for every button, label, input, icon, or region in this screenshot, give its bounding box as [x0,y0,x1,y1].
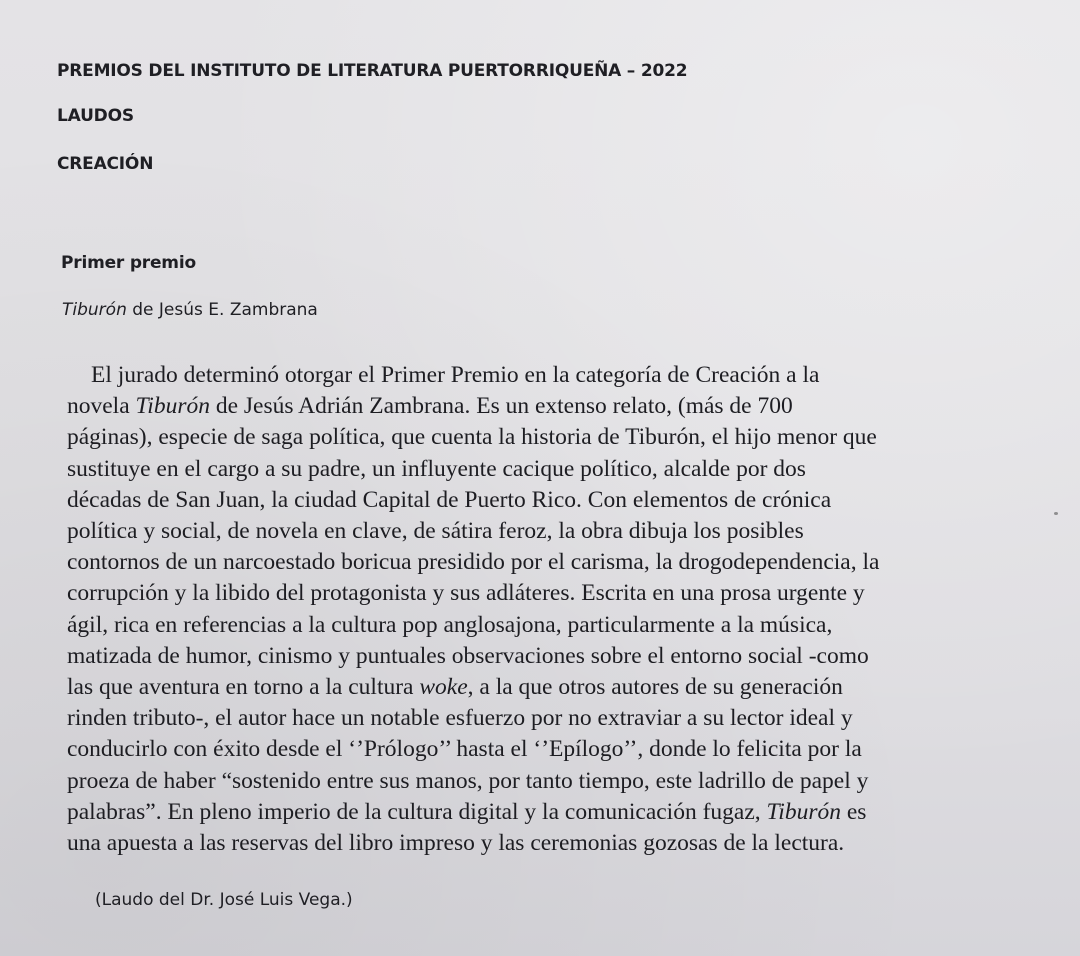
line-text: corrupción y la libido del protagonista y sus adláteres. Escrita en una prosa urgente y [67,580,865,607]
line-text: , a la que otros autores de su generación [467,674,843,701]
paragraph-line [67,610,1027,641]
line-text: conducirlo con éxito desde el ‘’Prólogo’’ hasta el ‘’Epílogo’’, donde lo felicita por la [67,736,862,763]
paragraph-line [67,422,1027,453]
line-text: matizada de humor, cinismo y puntuales observaciones sobre el entorno social -como [67,642,869,669]
italic-term: woke [419,674,468,701]
paragraph-line [67,828,1027,859]
line-text: sustituye en el cargo a su padre, un influyente cacique político, alcalde por dos [67,455,806,482]
line-text: es [840,798,867,825]
paragraph-line [67,672,1027,703]
line-text: proeza de haber “sostenido entre sus manos, por tanto tiempo, este ladrillo de papel y [67,767,869,794]
line-text: El jurado determinó otorgar el Primer Premio en la categoría de Creación a la [91,362,820,388]
line-text: rinden tributo-, el autor hace un notable esfuerzo por no extraviar a su lector ideal y [67,705,853,732]
paragraph-line [67,766,1027,797]
document-title: PREMIOS DEL INSTITUTO DE LITERATURA PUERTORRIQUEÑA – 2022 [57,61,688,81]
paragraph-line [67,360,1027,391]
line-text: de Jesús Adrián Zambrana. Es un extenso relato, (más de 700 [209,393,793,420]
paragraph-line [67,734,1027,765]
paragraph-line [67,391,1027,422]
work-credit [62,300,318,320]
award-heading: Primer premio [61,253,196,273]
line-text: una apuesta a las reservas del libro impreso y las ceremonias gozosas de la lectura. [67,830,845,857]
paragraph-line [67,703,1027,734]
paragraph-line [67,454,1027,485]
paragraph-line [67,797,1027,828]
paragraph-line [67,578,1027,609]
section-heading: LAUDOS [57,106,134,126]
line-text: décadas de San Juan, la ciudad Capital de Puerto Rico. Con elementos de crónica [67,486,832,513]
line-text: novela [67,393,136,420]
signature: (Laudo del Dr. José Luis Vega.) [95,890,353,910]
paragraph-line [67,547,1027,578]
line-text: páginas), especie de saga política, que cuenta la historia de Tiburón, el hijo menor que [67,424,877,451]
category-heading: CREACIÓN [57,154,154,174]
line-text: contornos de un narcoestado boricua presidido por el carisma, la drogodependencia, la [67,549,880,576]
jury-verdict-paragraph [67,360,1027,859]
paper-smudge [1054,512,1058,515]
paragraph-line [67,641,1027,672]
italic-term: Tiburón [135,393,210,420]
work-title: Tiburón [62,300,127,320]
line-text: palabras”. En pleno imperio de la cultura digital y la comunicación fugaz, [67,798,767,825]
paragraph-line [67,516,1027,547]
line-text: política y social, de novela en clave, de sátira feroz, la obra dibuja los posibles [67,518,804,545]
italic-term: Tiburón [766,798,841,825]
paragraph-line [67,485,1027,516]
line-text: ágil, rica en referencias a la cultura pop anglosajona, particularmente a la música, [67,611,833,638]
line-text: las que aventura en torno a la cultura [67,674,420,701]
work-author: de Jesús E. Zambrana [126,300,318,320]
